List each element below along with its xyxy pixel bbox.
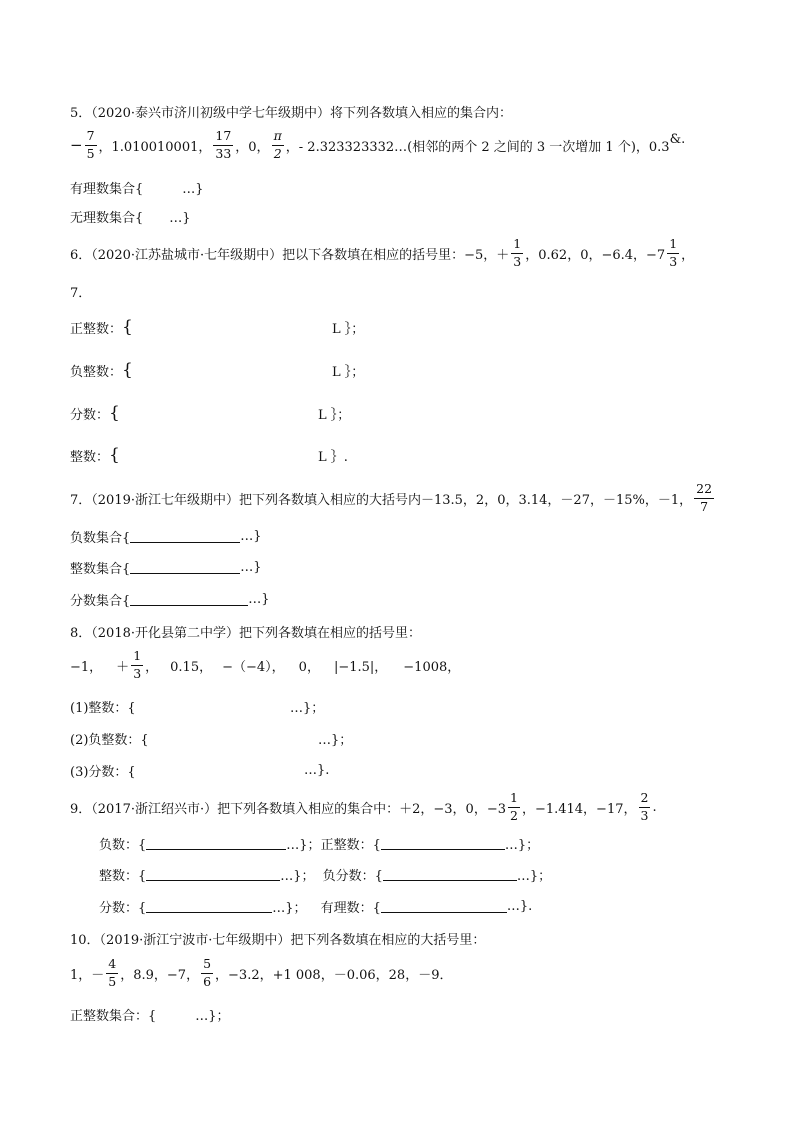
q9-row-3 [99,897,532,916]
answer-blank[interactable] [146,837,286,850]
q9-text-2: . [652,799,657,815]
open-brace: { [109,403,120,423]
q9-negfrac-end: …}； [516,869,552,884]
q7-title [70,483,716,513]
answer-blank[interactable] [130,561,240,574]
q8-n2a: ＋ [116,659,130,675]
q6-pos-int-end: L ｝； [332,322,365,337]
answer-blank[interactable] [130,593,248,606]
q10-title-text: 10．（2019·浙江宁波市·七年级期中）把下列各数填在相应的大括号里： [70,933,486,948]
q9-fraction-2: $\frac{2}{3}$ [640,790,649,823]
q9-negfrac-label: 负分数：{ [322,869,383,884]
q10-fraction-2: $\frac{5}{6}$ [203,956,212,989]
q10-n1: 1，－ [70,967,105,983]
q8-n1: −1， [70,659,103,675]
q5-sign: − [70,136,83,154]
q6-fraction-1: $\frac{1}{3}$ [513,236,522,269]
q8-s1-label: (1)整数：{ [70,701,136,716]
q6-neg-int-label: 负整数： [70,365,123,380]
q5-irrational-set [70,207,191,226]
open-brace: { [122,360,133,380]
q5-text-2: ，0， [235,139,270,155]
q7-end: …} [240,560,262,575]
open-brace: { [109,445,120,465]
q6-negative-integers [70,360,365,380]
q8-numbers [70,650,460,680]
q8-title [70,622,421,641]
q9-rational-label: 有理数：{ [320,901,381,916]
q9-title [70,792,657,822]
q6-neg-int-end: L ｝； [332,365,365,380]
q6-integer-label: 整数： [70,450,110,465]
q6-title [70,238,694,268]
q5-fraction-1: $\frac{7}{5}$ [86,128,95,161]
q10-numbers [70,958,452,988]
q6-line2 [70,282,91,301]
q8-s3-label: (3)分数：{ [70,765,136,780]
q5-numbers [70,130,685,160]
q8-n6: |−1.5|， [333,659,388,675]
q5-fraction-3: $\frac{\pi}{2}$ [273,128,282,161]
answer-blank[interactable] [381,837,505,850]
q6-text-1: ，0.62，0，−6.4，−7 [525,247,666,263]
q5-tail: &. [669,131,686,147]
q8-n5: 0， [298,659,320,675]
q9-frac-label: 分数：{ [99,901,147,916]
q6-fractions [70,403,351,423]
q8-s3-end: …}. [304,763,330,778]
answer-blank[interactable] [383,868,517,881]
q6-fraction-2: $\frac{1}{3}$ [669,236,678,269]
q9-rational-end: …}. [506,899,533,914]
q5-fraction-2: $\frac{17}{33}$ [215,128,232,161]
q8-s2-end: …}； [318,733,353,748]
q5-irrational-text: 无理数集合{ …} [70,211,191,226]
q8-s2-label: (2)负整数：{ [70,733,149,748]
q10-text-1: ，8.9，−7， [120,967,200,983]
answer-blank[interactable] [146,868,280,881]
q6-fraction-end: L ｝； [318,408,351,423]
q7-title-text: 7．（2019·浙江七年级期中）把下列各数填入相应的大括号内－13.5，2，0，3.14，－27，－15%，－1， [70,492,693,508]
q7-end: …} [240,529,262,544]
q7-negative-set [70,527,262,546]
q9-frac-end: …}； [272,901,307,916]
q9-fraction-1: $\frac{1}{2}$ [510,790,518,823]
q9-row-1 [99,834,539,853]
q8-n7: −1008， [403,659,461,675]
q6-integers [70,445,348,465]
q7-integer-set [70,558,262,577]
q9-neg-end: …}； [286,838,321,853]
q8-n3: 0.15， [170,659,213,675]
q10-text-2: ，−3.2，+1 008，－0.06，28，－9． [215,967,453,983]
q5-title-text: 5．（2020·泰兴市济川初级中学七年级期中）将下列各数填入相应的集合内： [70,106,512,121]
open-brace: { [122,317,133,337]
q10-pos-text: 正整数集合：{ …}； [70,1009,230,1024]
q6-fraction-label: 分数： [70,408,110,423]
q10-fraction-1: $\frac{4}{5}$ [108,956,117,989]
q10-title [70,929,485,948]
q6-pos-int-label: 正整数： [70,322,123,337]
answer-blank[interactable] [146,900,272,913]
q7-fraction-set [70,590,270,609]
q9-int-end: …}； [280,869,315,884]
q9-neg-label: 负数：{ [99,838,147,853]
q7-fraction-1: $\frac{22}{7}$ [696,481,713,514]
q8-set-1 [70,697,325,716]
q9-posint-label: 正整数：{ [320,838,381,853]
q5-text-3: ，- 2.323323332…(相邻的两个 2 之间的 3 一次增加 1 个)，0.3 [285,139,670,155]
q9-text-1: ，−1.414，−17， [521,801,637,817]
q7-int-label: 整数集合{ [70,562,131,577]
q5-rational-set [70,178,204,197]
answer-blank[interactable] [381,900,507,913]
q7-end: …} [248,592,270,607]
q9-row-2 [99,865,551,884]
q5-text-1: ，1.010010001， [98,139,212,155]
q6-text-2: ， [681,247,695,263]
q10-positive-set [70,1005,230,1024]
q6-positive-integers [70,317,365,337]
q5-title [70,102,512,121]
q9-posint-end: …}； [504,838,540,853]
q8-set-2 [70,729,353,748]
q7-neg-label: 负数集合{ [70,531,131,546]
q8-set-3 [70,761,330,780]
q9-title-text: 9．（2017·浙江绍兴市·）把下列各数填入相应的集合中：＋2，−3，0，−3 [70,801,506,817]
q8-title-text: 8．（2018·开化县第二中学）把下列各数填在相应的括号里： [70,626,421,641]
q8-n2b: ， [145,659,159,675]
q9-int-label: 整数：{ [99,869,147,884]
q5-rational-text: 有理数集合{ …} [70,182,204,197]
q6-title-text: 6．（2020·江苏盐城市·七年级期中）把以下各数填在相应的括号里：−5，＋ [70,247,510,263]
q6-line2-text: 7． [70,286,92,301]
q8-n4: −（−4）， [222,659,285,675]
q6-integer-end: L ｝. [318,450,348,465]
q8-s1-end: …}； [290,701,325,716]
q7-frac-label: 分数集合{ [70,594,131,609]
answer-blank[interactable] [130,530,240,543]
q8-fraction-1: $\frac{1}{3}$ [133,648,142,681]
